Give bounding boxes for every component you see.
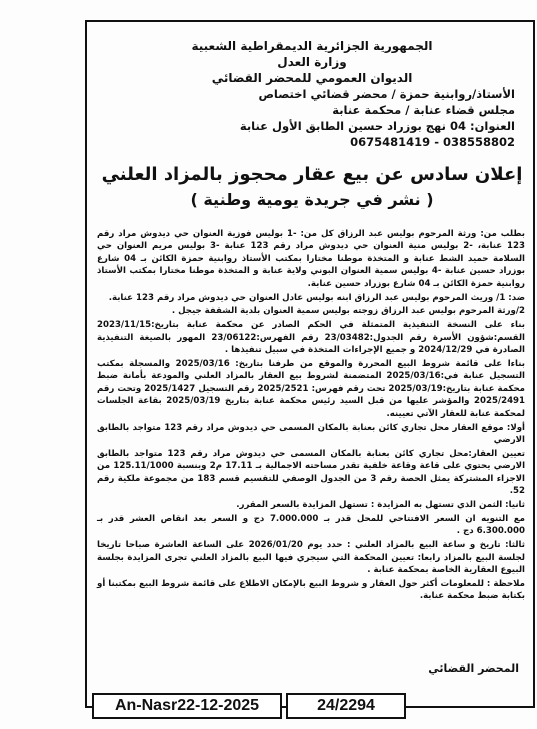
paragraph-conditions: بناءا على قائمة شروط البيع المحررة والموقع من طرفنا بتاريخ: 2025/03/16 والمسجلة بمكتب التسجيل عنابة في:2025/03/16 المتضمنة لشروط بيع العقار بالمزاد العلني والمودعة بأمانة ضبط محكمة عنابة بتاريخ:2025/03/19 تحت رقم فهرس: 2025/2521 رقم التسجيل 2025/1427 وتحت رقم 2025/2491 والمؤشر عليها من قبل السيد رئيس محكمة عنابة بتاريخ 2025/03/19 بقاعة الجلسات لمحكمة عنابة للعقار الآتي تعيينه. [97,359,526,419]
paragraph-price: ثانيا: الثمن الذي تستهل به المزايدة : تستهل المزايدة بالسعر المقرر. [236,500,525,511]
paragraph-requesters: بطلب من: ورثة المرحوم بوليس عبد الرزاق كل من: -1 بوليس فوزية العنوان حي ديدوش مراد رقم 123 عنابة، -2 بوليس منية العنوان حي ديدوش مراد رقم 123 عنابة -3 بوليس مريم العنوان حي السلامة حميد الشط عنابة و المتخذة موطنا مختارا بمكتب الأستاذ روابنية حمزة الكائن بـ 04 شارع بوزراد حسين عنابة -4 بوليس سمية العنوان البوني ولاية عنابة و المتخذة موطنا مختارا بمكتب الأستاذ روابنية حمزة الكائن بـ 04 شارع بوزراد حسين عنابة. [97,229,525,289]
notice-subtitle: ( نشر في جريدة يومية وطنية ) [190,190,434,209]
header-address: العنوان: 04 نهج بوزراد حسين الطابق الأول عنابة [239,119,515,133]
paragraph-location: أولا: موقع العقار محل تجاري كائن بعنابة بالمكان المسمى حي ديدوش مراد رقم 123 متواجد بالطابق الارضي [97,422,525,445]
notice-title: إعلان سادس عن بيع عقار محجوز بالمزاد العلني [101,164,523,185]
paragraph-against-2: 2/ورثة المرحوم بوليس عبد الرزاق زوجته بوليس سمية العنوان بلدية الشقفة جيجل . [171,306,525,317]
header-bailiff: الأستاذ/روابنية حمزة / محضر قضائي اختصاص [258,87,515,101]
header-phone: 0675481419 - 038558802 [350,135,515,149]
header-court: مجلس قضاء عنابة / محكمة عنابة [332,103,515,117]
paragraph-against-1: ضد: 1/ وريث المرحوم بوليس عبد الرزاق ابنه بوليس عادل العنوان حي ديدوش مراد رقم 123 عنابة. [108,292,525,303]
header-ministry: وزارة العدل [277,55,347,69]
paragraph-date: ثالثا: تاريخ و ساعة البيع بالمزاد العلني : حدد يوم 2026/01/20 على الساعة العاشرة صباحا تاريخا لجلسة البيع بالمزاد رابعا: تعيين المحكمة التي سيجري فيها البيع بالمزاد العلني تجرى المزايدة بجلسة البيوع العقارية الخاصة بمحكمة عنابة . [97,540,525,576]
signature: المحضر القضائي [428,662,519,675]
header-office: الديوان العمومي للمحضر القضائي [211,71,413,85]
reference-number: 24/2294 [286,693,406,719]
header-republic: الجمهورية الجزائرية الديمقراطية الشعبية [191,39,433,53]
paragraph-price-note: مع التنويه ان السعر الافتتاحي للمحل قدر بـ 7.000.000 دج و السعر بعد انقاص العشر قدر بـ 6.300.000 دج . [97,513,525,537]
paragraph-property: تعيين العقار:محل تجاري كائن بعنابة بالمكان المسمى حي ديدوش مراد رقم 123 متواجد بالطابق الارضي يحتوي على قاعة وقاعة خلفية تقدر مساحته الاجمالية بـ 17.11 م2 وبنسبة 125.11/1000 من الاجزاء المشتركة يمثل الحصة رقم 3 من الجدول الوصفي للتقسيم قسم 183 من مجموعة ملكية رقم 52. [97,448,526,497]
paragraph-judgment: بناء على النسخة التنفيذية المتمثلة في الحكم الصادر عن محكمة عنابة بتاريخ:2023/11/15 القسم:شؤون الأسرة رقم الجدول:23/03482 رقم الفهرس:23/06122 المهور بالصيغة التنفيذية الصادرة في 2024/12/29 و جميع الإجراءات المتخذة في سبيل تنفيذها . [97,320,525,356]
paragraph-remark: ملاحظة : للمعلومات أكثر حول العقار و شروط البيع بالإمكان الاطلاع على قائمة شروط البيع بمكتبنا أو بكتابة ضبط محكمة عنابة. [97,578,525,602]
legal-notice-box [85,20,535,708]
publication-stamp: An-Nasr22-12-2025 [92,693,282,719]
notice-body [97,228,525,604]
